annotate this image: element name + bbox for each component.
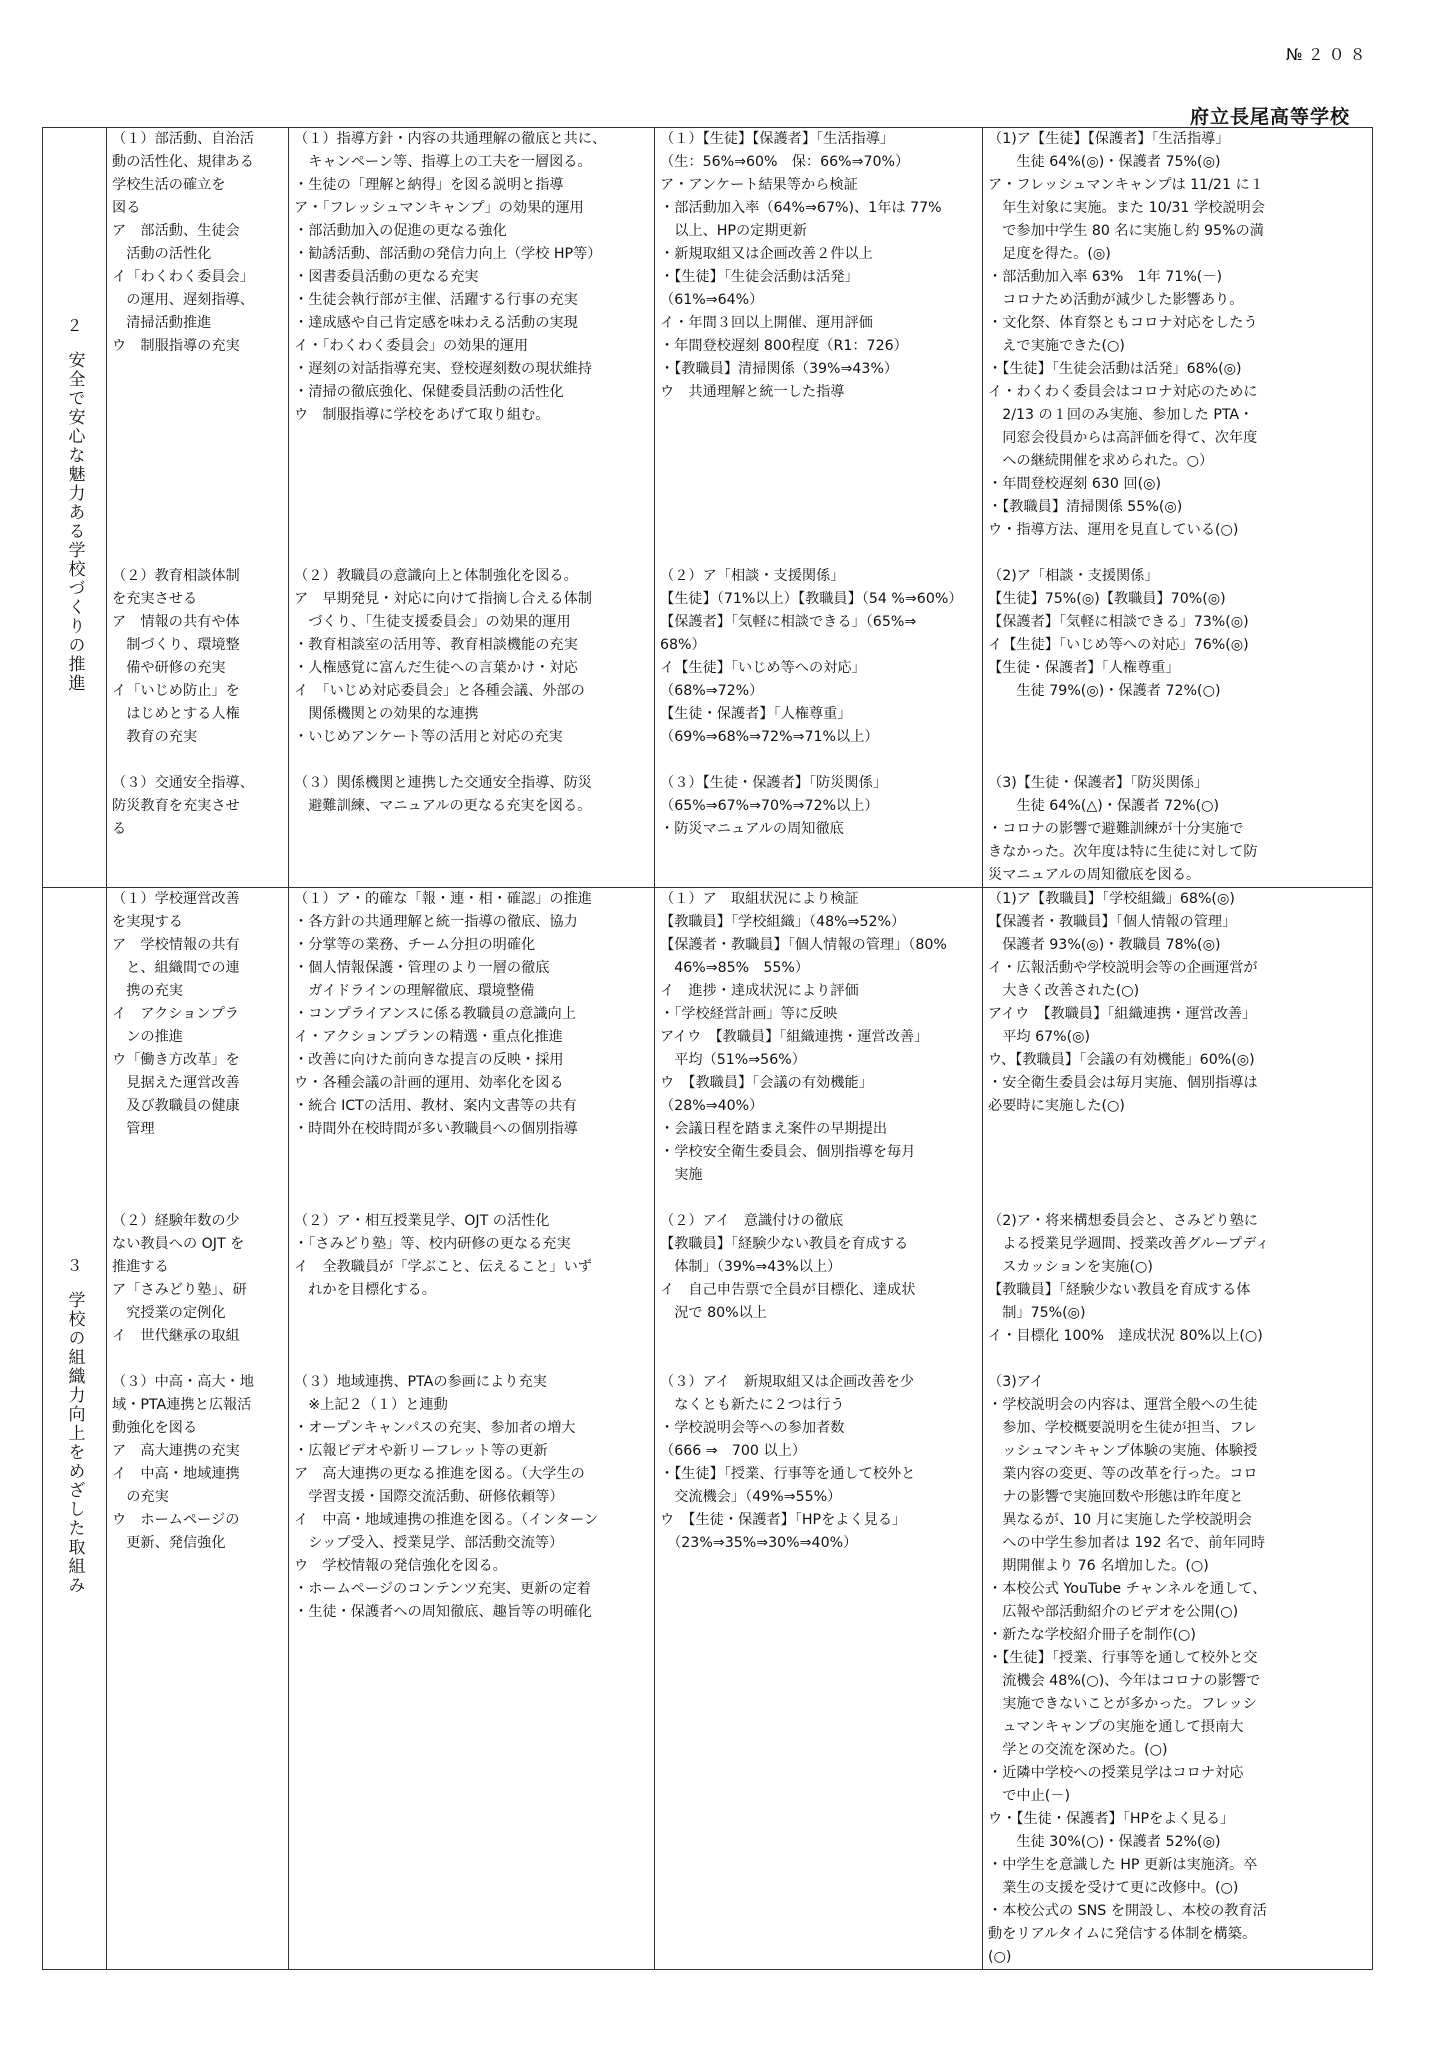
- cell-line: （３）地域連携、PTAの参画により充実: [294, 1374, 547, 1390]
- cell-line: ※上記２（１）と連動: [294, 1397, 448, 1413]
- cell-line: ウ 学校情報の発信強化を図る。: [294, 1558, 507, 1574]
- cell-line: 業生の支援を受けて更に改修中。(○): [988, 1880, 1239, 1896]
- cell-line: ・防災マニュアルの周知徹底: [660, 821, 844, 837]
- cell-line: ・教育相談室の活用等、教育相談機能の充実: [294, 637, 578, 653]
- row-label: [43, 888, 107, 1970]
- cell-line: 生徒 79%(◎)・保護者 72%(○): [988, 683, 1221, 699]
- cell-line: 学習支援・国際交流活動、研修依頼等）: [294, 1489, 564, 1505]
- block: [660, 128, 982, 542]
- cell-line: （２）アイ 意識付けの徹底: [660, 1213, 844, 1229]
- cell-line: 平均（51%⇒56%）: [660, 1052, 806, 1068]
- cell-line: 災マニュアルの周知徹底を図る。: [988, 867, 1201, 883]
- cell-line: 足度を得た。(◎): [988, 246, 1111, 262]
- cell-line: （３）中高・高大・地: [112, 1374, 254, 1390]
- cell-line: スカッションを実施(○): [988, 1259, 1153, 1275]
- cell-line: 動をリアルタイムに発信する体制を構築。: [988, 1926, 1257, 1942]
- block: [988, 1210, 1372, 1348]
- cell-line: 図る: [112, 200, 141, 216]
- cell-line: 流機会 48%(○)、今年はコロナの影響で: [988, 1673, 1261, 1689]
- cell-line: で中止(－): [988, 1788, 1071, 1804]
- cell-line: 【教職員】「経験少ない教員を育成する体: [988, 1282, 1251, 1298]
- cell-line: イ・年間３回以上開催、運用評価: [660, 315, 873, 331]
- cell-line: と、組織間での連: [112, 960, 240, 976]
- cell-line: ウ 【教職員】「会議の有効機能」: [660, 1075, 873, 1091]
- cell-line: ア 情報の共有や体: [112, 614, 240, 630]
- cell-line: （２）教職員の意識向上と体制強化を図る。: [294, 568, 578, 584]
- cell-line: ・生徒会執行部が主催、活躍する行事の充実: [294, 292, 578, 308]
- cell-line: ・部活動加入の促進の更なる強化: [294, 223, 507, 239]
- cell-line: ガイドラインの理解徹底、環境整備: [294, 983, 535, 999]
- cell-line: ・広報ビデオや新リーフレット等の更新: [294, 1443, 548, 1459]
- cell-line: ・いじめアンケート等の活用と対応の充実: [294, 729, 563, 745]
- cell-line: れかを目標化する。: [294, 1282, 436, 1298]
- block: [294, 1210, 654, 1348]
- cell-line: ・各方針の共通理解と統一指導の徹底、協力: [294, 914, 578, 930]
- cell-line: 携の充実: [112, 983, 183, 999]
- cell-line: ・学校安全衛生委員会、個別指導を毎月: [660, 1144, 916, 1160]
- cell-line: ・新規取組又は企画改善２件以上: [660, 246, 873, 262]
- cell-line: ・安全衛生委員会は毎月実施、個別指導は: [988, 1075, 1258, 1091]
- cell-line: ・コロナの影響で避難訓練が十分実施で: [988, 821, 1244, 837]
- cell-line: ウ ホームページの: [112, 1512, 240, 1528]
- block: [294, 565, 654, 749]
- cell-line: イ 中高・地域連携の推進を図る。（インターン: [294, 1512, 599, 1528]
- cell-line: 期開催より 76 名増加した。(○): [988, 1558, 1209, 1574]
- cell-line: ア 学校情報の共有: [112, 937, 240, 953]
- cell-line: ・時間外在校時間が多い教職員への個別指導: [294, 1121, 578, 1137]
- block: [660, 888, 982, 1187]
- cell-line: コロナため活動が減少した影響あり。: [988, 292, 1244, 308]
- cell-line: 学校生活の確立を: [112, 177, 226, 193]
- cell-line: イ・目標化 100% 達成状況 80%以上(○): [988, 1328, 1263, 1344]
- cell-line: 広報や部活動紹介のビデオを公開(○): [988, 1604, 1239, 1620]
- block: [112, 772, 288, 887]
- cell-line: ア 高大連携の充実: [112, 1443, 240, 1459]
- cell-line: ア・アンケート結果等から検証: [660, 177, 858, 193]
- cell-line: 平均 67%(◎): [988, 1029, 1091, 1045]
- cell-line: ア 部活動、生徒会: [112, 223, 240, 239]
- cell-line: ・個人情報保護・管理のより一層の徹底: [294, 960, 550, 976]
- cell-line: 年生対象に実施。また 10/31 学校説明会: [988, 200, 1265, 216]
- cell-line: （２）ア・相互授業見学、OJT の活性化: [294, 1213, 550, 1229]
- cell-line: アイウ 【教職員】「組織連携・運営改善」: [660, 1029, 929, 1045]
- cell-line: イ・アクションプランの精選・重点化推進: [294, 1029, 563, 1045]
- block: [294, 772, 654, 887]
- cell-line: ッシュマンキャンプ体験の実施、体験授: [988, 1443, 1258, 1459]
- cell-line: ・【教職員】清掃関係 55%(◎): [988, 499, 1183, 515]
- cell-line: ・【生徒】「授業、行事等を通して校外と: [660, 1466, 916, 1482]
- cell-line: 実施: [660, 1167, 703, 1183]
- cell-line: ウ、【教職員】「会議の有効機能」60%(◎): [988, 1052, 1255, 1068]
- cell-line: 学との交流を深めた。(○): [988, 1742, 1168, 1758]
- cell-line: イ・「わくわく委員会」の効果的運用: [294, 338, 529, 354]
- cell-line: （61%⇒64%）: [660, 292, 764, 308]
- cell-line: （１）【生徒】【保護者】「生活指導」: [660, 131, 895, 147]
- cell-line: 及び教職員の健康: [112, 1098, 240, 1114]
- cell-line: ・【生徒】「生徒会活動は活発」: [660, 269, 859, 285]
- block: [112, 128, 288, 542]
- result-cell: [983, 128, 1373, 888]
- cell-line: ・新たな学校紹介冊子を制作(○): [988, 1627, 1196, 1643]
- cell-line: ・生徒・保護者への周知徹底、趣旨等の明確化: [294, 1604, 592, 1620]
- cell-line: ア「さみどり塾」、研: [112, 1282, 247, 1298]
- cell-line: イ アクションプラ: [112, 1006, 239, 1022]
- cell-line: イ・広報活動や学校説明会等の企画運営が: [988, 960, 1258, 976]
- cell-line: 見据えた運営改善: [112, 1075, 240, 1091]
- cell-line: ア・フレッシュマンキャンプは 11/21 に１: [988, 177, 1264, 193]
- cell-line: ウ「働き方改革」を: [112, 1052, 240, 1068]
- block: [294, 888, 654, 1187]
- cell-line: を実現する: [112, 914, 183, 930]
- cell-line: イ 中高・地域連携: [112, 1466, 240, 1482]
- cell-line: （１）学校運営改善: [112, 891, 240, 907]
- cell-line: ウ・指導方法、運用を見直している(○): [988, 522, 1239, 538]
- cell-line: ・勧誘活動、部活動の発信力向上（学校 HP等）: [294, 246, 602, 262]
- cell-line: 大きく改善された(○): [988, 983, 1140, 999]
- cell-line: 教育の充実: [112, 729, 198, 745]
- eval-cell: [655, 128, 983, 888]
- cell-line: （2)ア「相談・支援関係」: [988, 568, 1159, 584]
- cell-line: 【教職員】「経験少ない教員を育成する: [660, 1236, 909, 1252]
- cell-line: イ 全教職員が「学ぶこと、伝えること」いず: [294, 1259, 592, 1275]
- cell-line: ・本校公式 YouTube チャンネルを通して、: [988, 1581, 1267, 1597]
- cell-line: （１）部活動、自治活: [112, 131, 254, 147]
- cell-line: への中学生参加者は 192 名で、前年同時: [988, 1535, 1266, 1551]
- cell-line: (○): [988, 1949, 1012, 1965]
- cell-line: （2)ア・将来構想委員会と、さみどり塾に: [988, 1213, 1258, 1229]
- cell-line: の運用、遅刻指導、: [112, 292, 254, 308]
- cell-line: を充実させる: [112, 591, 198, 607]
- block: [988, 772, 1372, 887]
- block: [294, 1371, 654, 1969]
- cell-line: 46%⇒85% 55%）: [660, 960, 810, 976]
- cell-line: （生：56%⇒60% 保：66%⇒70%）: [660, 154, 910, 170]
- block: [660, 1371, 982, 1969]
- cell-line: 動の活性化、規律ある: [112, 154, 254, 170]
- cell-line: 【生徒・保護者】「人権尊重」: [660, 706, 852, 722]
- block: [112, 565, 288, 749]
- cell-line: 活動の活性化: [112, 246, 212, 262]
- cell-line: 同窓会役員からは高評価を得て、次年度: [988, 430, 1258, 446]
- row-title: 学校の組織力向上をめざした取組み: [64, 1291, 85, 1595]
- cell-line: ・遅刻の対話指導充実、登校遅刻数の現状維持: [294, 361, 592, 377]
- block: [660, 565, 982, 749]
- cell-line: ・近隣中学校への授業見学はコロナ対応: [988, 1765, 1244, 1781]
- page-number: №２０８: [1286, 45, 1371, 64]
- cell-line: ・中学生を意識した HP 更新は実施済。卒: [988, 1857, 1258, 1873]
- cell-line: ・文化祭、体育祭ともコロナ対応をしたう: [988, 315, 1258, 331]
- cell-line: （２）教育相談体制: [112, 568, 240, 584]
- cell-line: 管理: [112, 1121, 155, 1137]
- cell-line: ・清掃の徹底強化、保健委員活動の活性化: [294, 384, 564, 400]
- cell-line: 実施できないことが多かった。フレッシ: [988, 1696, 1257, 1712]
- cell-line: （1)ア【生徒】【保護者】「生活指導」: [988, 131, 1230, 147]
- row-title: 安全で安心な魅力ある学校づくりの推進: [64, 351, 85, 693]
- cell-line: アイウ 【教職員】「組織連携・運営改善」: [988, 1006, 1257, 1022]
- cell-line: 【保護者】「気軽に相談できる」73%(◎): [988, 614, 1249, 630]
- cell-line: （3)【生徒・保護者】「防災関係」: [988, 775, 1209, 791]
- cell-line: （２）ア「相談・支援関係」: [660, 568, 845, 584]
- cell-line: 2/13 の１回のみ実施、参加した PTA・: [988, 407, 1254, 423]
- cell-line: ウ 制服指導の充実: [112, 338, 240, 354]
- table-row: [43, 128, 1373, 888]
- plan-cell: [289, 888, 655, 1970]
- cell-line: イ「わくわく委員会」: [112, 269, 254, 285]
- cell-line: 体制」（39%⇒43%以上）: [660, 1259, 842, 1275]
- cell-line: 関係機関との効果的な連携: [294, 706, 479, 722]
- cell-line: イ 「いじめ対応委員会」と各種会議、外部の: [294, 683, 585, 699]
- cell-line: ・【生徒】「授業、行事等を通して校外と交: [988, 1650, 1258, 1666]
- cell-line: 【生徒】75%(◎)【教職員】70%(◎): [988, 591, 1226, 607]
- cell-line: 業内容の変更、等の改革を行った。コロ: [988, 1466, 1258, 1482]
- cell-line: イ 自己申告票で全員が目標化、達成状: [660, 1282, 916, 1298]
- cell-line: 備や研修の充実: [112, 660, 226, 676]
- row-number: ３: [66, 1256, 83, 1275]
- cell-line: ・統合 ICTの活用、教材、案内文書等の共有: [294, 1098, 577, 1114]
- cell-line: 制づくり、環境整: [112, 637, 240, 653]
- cell-line: の充実: [112, 1489, 169, 1505]
- cell-line: 【生徒】（71%以上）【教職員】（54 %⇒60%）: [660, 591, 963, 607]
- cell-line: 68%）: [660, 637, 706, 653]
- cell-line: きなかった。次年度は特に生徒に対して防: [988, 844, 1258, 860]
- cell-line: 生徒 64%(◎)・保護者 75%(◎): [988, 154, 1221, 170]
- cell-line: ない教員への OJT を: [112, 1236, 245, 1252]
- block: [988, 888, 1372, 1187]
- cell-line: イ【生徒】「いじめ等への対応」76%(◎): [988, 637, 1249, 653]
- cell-line: ・改善に向けた前向きな提言の反映・採用: [294, 1052, 564, 1068]
- row-number: ２: [66, 316, 83, 335]
- goal-cell: [107, 888, 289, 1970]
- cell-line: なくとも新たに２つは行う: [660, 1397, 845, 1413]
- cell-line: （３）アイ 新規取組又は企画改善を少: [660, 1374, 915, 1390]
- row-label: [43, 128, 107, 888]
- cell-line: ・学校説明会等への参加者数: [660, 1420, 845, 1436]
- cell-line: 以上、HPの定期更新: [660, 223, 807, 239]
- cell-line: ・「学校経営計画」等に反映: [660, 1006, 838, 1022]
- cell-line: 生徒 64%(△)・保護者 72%(○): [988, 798, 1220, 814]
- cell-line: ・本校公式の SNS を開設し、本校の教育活: [988, 1903, 1267, 1919]
- cell-line: 更新、発信強化: [112, 1535, 226, 1551]
- cell-line: 推進する: [112, 1259, 169, 1275]
- result-cell: [983, 888, 1373, 1970]
- cell-line: への継続開催を求められた。○）: [988, 453, 1214, 469]
- cell-line: 保護者 93%(◎)・教職員 78%(◎): [988, 937, 1221, 953]
- cell-line: 域・PTA連携と広報活: [112, 1397, 252, 1413]
- cell-line: （69%⇒68%⇒72%⇒71%以上）: [660, 729, 879, 745]
- cell-line: ウ・【生徒・保護者】「HPをよく見る」: [988, 1811, 1235, 1827]
- cell-line: る: [112, 821, 127, 837]
- cell-line: （68%⇒72%）: [660, 683, 764, 699]
- cell-line: ンの推進: [112, 1029, 183, 1045]
- cell-line: キャンペーン等、指導上の工夫を一層図る。: [294, 154, 592, 170]
- cell-line: 【生徒・保護者】「人権尊重」: [988, 660, 1180, 676]
- eval-cell: [655, 888, 983, 1970]
- cell-line: ・生徒の「理解と納得」を図る説明と指導: [294, 177, 564, 193]
- cell-line: ア 早期発見・対応に向けて指摘し合える体制: [294, 591, 592, 607]
- cell-line: （３）【生徒・保護者】「防災関係」: [660, 775, 887, 791]
- block: [988, 1371, 1372, 1969]
- cell-line: （1)ア【教職員】「学校組織」68%(◎): [988, 891, 1235, 907]
- cell-line: ・【教職員】清掃関係（39%⇒43%）: [660, 361, 899, 377]
- cell-line: ・人権感覚に富んだ生徒への言葉かけ・対応: [294, 660, 578, 676]
- cell-line: ・部活動加入率 63% 1年 71%(－): [988, 269, 1223, 285]
- plan-cell: [289, 128, 655, 888]
- cell-line: 異なるが、10 月に実施した学校説明会: [988, 1512, 1252, 1528]
- cell-line: ・部活動加入率（64%⇒67%)、1年は 77%: [660, 200, 942, 216]
- cell-line: 【保護者】「気軽に相談できる」（65%⇒: [660, 614, 917, 630]
- cell-line: （３）関係機関と連携した交通安全指導、防災: [294, 775, 592, 791]
- block: [660, 1210, 982, 1348]
- cell-line: で参加中学生 80 名に実施し約 95%の満: [988, 223, 1264, 239]
- cell-line: ュマンキャンプの実施を通して摂南大: [988, 1719, 1244, 1735]
- cell-line: 制」75%(◎): [988, 1305, 1086, 1321]
- cell-line: 生徒 30%(○)・保護者 52%(◎): [988, 1834, 1221, 1850]
- block: [112, 888, 288, 1187]
- cell-line: 清掃活動推進: [112, 315, 212, 331]
- cell-line: ・【生徒】「生徒会活動は活発」68%(◎): [988, 361, 1242, 377]
- goal-cell: [107, 128, 289, 888]
- block: [112, 1371, 288, 1969]
- cell-line: ・図書委員活動の更なる充実: [294, 269, 479, 285]
- cell-line: ・分掌等の業務、チーム分担の明確化: [294, 937, 536, 953]
- cell-line: ・ホームページのコンテンツ充実、更新の定着: [294, 1581, 591, 1597]
- cell-line: 防災教育を充実させ: [112, 798, 240, 814]
- cell-line: 動強化を図る: [112, 1420, 198, 1436]
- school-name: 府立長尾高等学校: [1190, 106, 1351, 128]
- cell-line: イ・わくわく委員会はコロナ対応のために: [988, 384, 1258, 400]
- cell-line: ・会議日程を踏まえ案件の早期提出: [660, 1121, 888, 1137]
- cell-line: ア・「フレッシュマンキャンプ」の効果的運用: [294, 200, 584, 216]
- cell-line: 避難訓練、マニュアルの更なる充実を図る。: [294, 798, 592, 814]
- cell-line: （３）交通安全指導、: [112, 775, 254, 791]
- cell-line: （２）経験年数の少: [112, 1213, 240, 1229]
- cell-line: ・達成感や自己肯定感を味わえる活動の実現: [294, 315, 578, 331]
- cell-line: （１）ア・的確な「報・連・相・確認」の推進: [294, 891, 592, 907]
- cell-line: イ 進捗・達成状況により評価: [660, 983, 859, 999]
- cell-line: シップ受入、授業見学、部活動交流等）: [294, 1535, 564, 1551]
- cell-line: ・年間登校遅刻 630 回(◎): [988, 476, 1162, 492]
- cell-line: ・年間登校遅刻 800程度（R1：726）: [660, 338, 908, 354]
- cell-line: イ「いじめ防止」を: [112, 683, 240, 699]
- school-evaluation-table: [42, 127, 1373, 1970]
- block: [988, 565, 1372, 749]
- cell-line: えで実施できた(○): [988, 338, 1125, 354]
- cell-line: 参加、学校概要説明を生徒が担当、フレ: [988, 1420, 1257, 1436]
- block: [988, 128, 1372, 542]
- table-row: [43, 888, 1373, 1970]
- cell-line: （28%⇒40%）: [660, 1098, 764, 1114]
- cell-line: ・学校説明会の内容は、運営全般への生徒: [988, 1397, 1258, 1413]
- block: [660, 772, 982, 887]
- cell-line: ・オープンキャンパスの充実、参加者の増大: [294, 1420, 576, 1436]
- cell-line: ナの影響で実施回数や形態は昨年度と: [988, 1489, 1244, 1505]
- cell-line: ・コンプライアンスに係る教職員の意識向上: [294, 1006, 576, 1022]
- cell-line: ウ・各種会議の計画的運用、効率化を図る: [294, 1075, 564, 1091]
- cell-line: 【保護者・教職員】「個人情報の管理」: [988, 914, 1237, 930]
- cell-line: よる授業見学週間、授業改善グループディ: [988, 1236, 1270, 1252]
- cell-line: 究授業の定例化: [112, 1305, 226, 1321]
- cell-line: （666 ⇒ 700 以上）: [660, 1443, 807, 1459]
- cell-line: ウ 制服指導に学校をあげて取り組む。: [294, 407, 550, 423]
- cell-line: はじめとする人権: [112, 706, 240, 722]
- cell-line: ア 高大連携の更なる推進を図る。（大学生の: [294, 1466, 585, 1482]
- block: [112, 1210, 288, 1348]
- cell-line: づくり、「生徒支援委員会」の効果的運用: [294, 614, 571, 630]
- cell-line: （3)アイ: [988, 1374, 1044, 1390]
- cell-line: 【保護者・教職員】「個人情報の管理」（80%: [660, 937, 947, 953]
- cell-line: 必要時に実施した(○): [988, 1098, 1125, 1114]
- cell-line: （１）指導方針・内容の共通理解の徹底と共に、: [294, 131, 607, 147]
- cell-line: 【教職員】「学校組織」（48%⇒52%）: [660, 914, 906, 930]
- cell-line: 況で 80%以上: [660, 1305, 767, 1321]
- cell-line: ウ 共通理解と統一した指導: [660, 384, 845, 400]
- cell-line: イ【生徒】「いじめ等への対応」: [660, 660, 866, 676]
- cell-line: イ 世代継承の取組: [112, 1328, 240, 1344]
- cell-line: （１）ア 取組状況により検証: [660, 891, 859, 907]
- cell-line: ウ 【生徒・保護者】「HPをよく見る」: [660, 1512, 907, 1528]
- block: [294, 128, 654, 542]
- cell-line: （23%⇒35%⇒30%⇒40%）: [660, 1535, 858, 1551]
- cell-line: （65%⇒67%⇒70%⇒72%以上）: [660, 798, 879, 814]
- cell-line: ・「さみどり塾」等、校内研修の更なる充実: [294, 1236, 571, 1252]
- cell-line: 交流機会」（49%⇒55%）: [660, 1489, 842, 1505]
